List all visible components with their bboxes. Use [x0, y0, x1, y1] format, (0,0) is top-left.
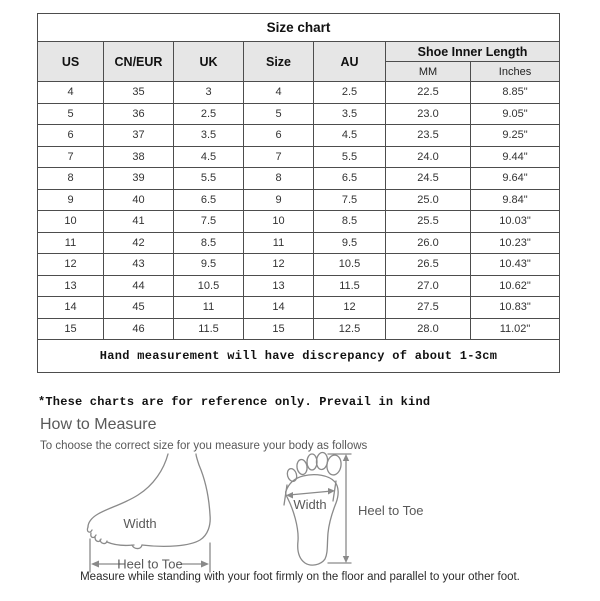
- size-cell: 6: [38, 125, 104, 147]
- table-footer-row: [38, 340, 560, 373]
- size-cell: 3.5: [314, 103, 386, 125]
- foot-heel-line: [142, 454, 210, 546]
- col-header-mm: MM: [386, 62, 471, 82]
- size-cell: 10.23": [471, 232, 560, 254]
- foot-ball-line: [107, 542, 134, 545]
- size-cell: 5: [38, 103, 104, 125]
- size-cell: 6.5: [174, 189, 244, 211]
- size-cell: 11: [38, 232, 104, 254]
- table-row: [38, 318, 560, 340]
- size-cell: 15: [38, 318, 104, 340]
- size-cell: 40: [104, 189, 174, 211]
- size-cell: 23.0: [386, 103, 471, 125]
- size-cell: 9.5: [174, 254, 244, 276]
- size-cell: 3.5: [174, 125, 244, 147]
- size-cell: 4: [38, 82, 104, 104]
- size-cell: 38: [104, 146, 174, 168]
- size-cell: 8.5: [314, 211, 386, 233]
- size-cell: 10.03": [471, 211, 560, 233]
- size-cell: 6: [244, 125, 314, 147]
- table-row: [38, 146, 560, 168]
- size-cell: 10.62": [471, 275, 560, 297]
- size-cell: 11: [174, 297, 244, 319]
- heel-toe-arrow-top-icon: [343, 454, 349, 461]
- size-cell: 11: [244, 232, 314, 254]
- col-header-size: Size: [244, 42, 314, 82]
- size-cell: 2.5: [174, 103, 244, 125]
- size-cell: 44: [104, 275, 174, 297]
- how-to-measure-heading: How to Measure: [40, 416, 157, 433]
- size-cell: 11.02": [471, 318, 560, 340]
- size-cell: 14: [244, 297, 314, 319]
- toe-icon: [296, 459, 308, 475]
- size-cell: 8: [38, 168, 104, 190]
- size-cell: 9.64": [471, 168, 560, 190]
- foot-sole-view-diagram: [281, 450, 433, 570]
- size-cell: 15: [244, 318, 314, 340]
- table-header-row: [38, 42, 560, 62]
- size-cell: 11.5: [314, 275, 386, 297]
- size-cell: 24.0: [386, 146, 471, 168]
- size-cell: 23.5: [386, 125, 471, 147]
- size-cell: 9: [244, 189, 314, 211]
- size-cell: 13: [244, 275, 314, 297]
- size-cell: 10.5: [174, 275, 244, 297]
- size-cell: 28.0: [386, 318, 471, 340]
- size-cell: 11.5: [174, 318, 244, 340]
- table-row: [38, 168, 560, 190]
- arrow-head-right-icon: [201, 561, 209, 568]
- sole-heel-to-toe-label: Heel to Toe: [358, 503, 424, 518]
- size-cell: 3: [174, 82, 244, 104]
- size-cell: 10.43": [471, 254, 560, 276]
- size-cell: 25.5: [386, 211, 471, 233]
- size-cell: 35: [104, 82, 174, 104]
- size-cell: 7.5: [314, 189, 386, 211]
- size-cell: 9.44": [471, 146, 560, 168]
- table-title: Size chart: [38, 14, 560, 42]
- size-cell: 9.25": [471, 125, 560, 147]
- toe-icon: [307, 454, 317, 470]
- size-cell: 4.5: [174, 146, 244, 168]
- width-arrow-line: [289, 491, 332, 495]
- sole-outline: [286, 475, 339, 565]
- col-header-inches: Inches: [471, 62, 560, 82]
- size-cell: 10.5: [314, 254, 386, 276]
- size-cell: 12.5: [314, 318, 386, 340]
- measurement-discrepancy-note: Hand measurement will have discrepancy of about 1-3cm: [38, 340, 560, 373]
- table-row: [38, 189, 560, 211]
- size-cell: 39: [104, 168, 174, 190]
- table-row: [38, 275, 560, 297]
- size-cell: 13: [38, 275, 104, 297]
- size-cell: 7: [244, 146, 314, 168]
- table-row: [38, 103, 560, 125]
- size-cell: 27.5: [386, 297, 471, 319]
- size-cell: 24.5: [386, 168, 471, 190]
- size-cell: 45: [104, 297, 174, 319]
- size-cell: 46: [104, 318, 174, 340]
- sole-width-label: Width: [293, 497, 327, 512]
- size-cell: 8.85": [471, 82, 560, 104]
- size-cell: 5.5: [174, 168, 244, 190]
- foot-side-view-drawing: [84, 453, 222, 575]
- size-cell: 27.0: [386, 275, 471, 297]
- toe-small-icon: [286, 468, 298, 483]
- side-width-label: Width: [123, 516, 157, 531]
- foot-side-view-diagram: [84, 453, 222, 575]
- size-cell: 10: [38, 211, 104, 233]
- foot-sole-view-drawing: [281, 450, 433, 570]
- size-cell: 8.5: [174, 232, 244, 254]
- table-row: [38, 232, 560, 254]
- size-cell: 22.5: [386, 82, 471, 104]
- table-row: [38, 125, 560, 147]
- size-cell: 10: [244, 211, 314, 233]
- col-header-inner-length: Shoe Inner Length: [386, 42, 560, 62]
- table-row: [38, 82, 560, 104]
- size-cell: 26.0: [386, 232, 471, 254]
- size-cell: 12: [244, 254, 314, 276]
- size-cell: 9.05": [471, 103, 560, 125]
- table-row: [38, 297, 560, 319]
- col-header-us: US: [38, 42, 104, 82]
- table-title-row: [38, 14, 560, 42]
- size-cell: 12: [38, 254, 104, 276]
- size-cell: 5.5: [314, 146, 386, 168]
- size-cell: 10.83": [471, 297, 560, 319]
- big-toe-icon: [326, 454, 343, 476]
- how-to-measure-subtitle: To choose the correct size for you measure your body as follows: [40, 440, 368, 452]
- col-header-au: AU: [314, 42, 386, 82]
- size-cell: 41: [104, 211, 174, 233]
- size-cell: 9.5: [314, 232, 386, 254]
- size-cell: 2.5: [314, 82, 386, 104]
- size-cell: 8: [244, 168, 314, 190]
- size-cell: 37: [104, 125, 174, 147]
- size-cell: 7: [38, 146, 104, 168]
- heel-toe-arrow-bottom-icon: [343, 556, 349, 563]
- size-cell: 9: [38, 189, 104, 211]
- size-cell: 6.5: [314, 168, 386, 190]
- size-cell: 5: [244, 103, 314, 125]
- size-chart-table: [37, 13, 560, 373]
- arrow-head-left-icon: [91, 561, 99, 568]
- col-header-cneur: CN/EUR: [104, 42, 174, 82]
- side-heel-to-toe-label: Heel to Toe: [117, 556, 183, 572]
- size-cell: 9.84": [471, 189, 560, 211]
- size-cell: 7.5: [174, 211, 244, 233]
- size-cell: 25.0: [386, 189, 471, 211]
- size-cell: 42: [104, 232, 174, 254]
- size-cell: 43: [104, 254, 174, 276]
- col-header-uk: UK: [174, 42, 244, 82]
- size-cell: 36: [104, 103, 174, 125]
- measure-caption: Measure while standing with your foot firmly on the floor and parallel to your other foot.: [80, 571, 520, 583]
- table-row: [38, 254, 560, 276]
- size-cell: 14: [38, 297, 104, 319]
- size-cell: 4.5: [314, 125, 386, 147]
- table-row: [38, 211, 560, 233]
- reference-note: *These charts are for reference only. Prevail in kind: [38, 395, 431, 409]
- size-cell: 26.5: [386, 254, 471, 276]
- size-table-body: [38, 82, 560, 340]
- size-cell: 4: [244, 82, 314, 104]
- size-cell: 12: [314, 297, 386, 319]
